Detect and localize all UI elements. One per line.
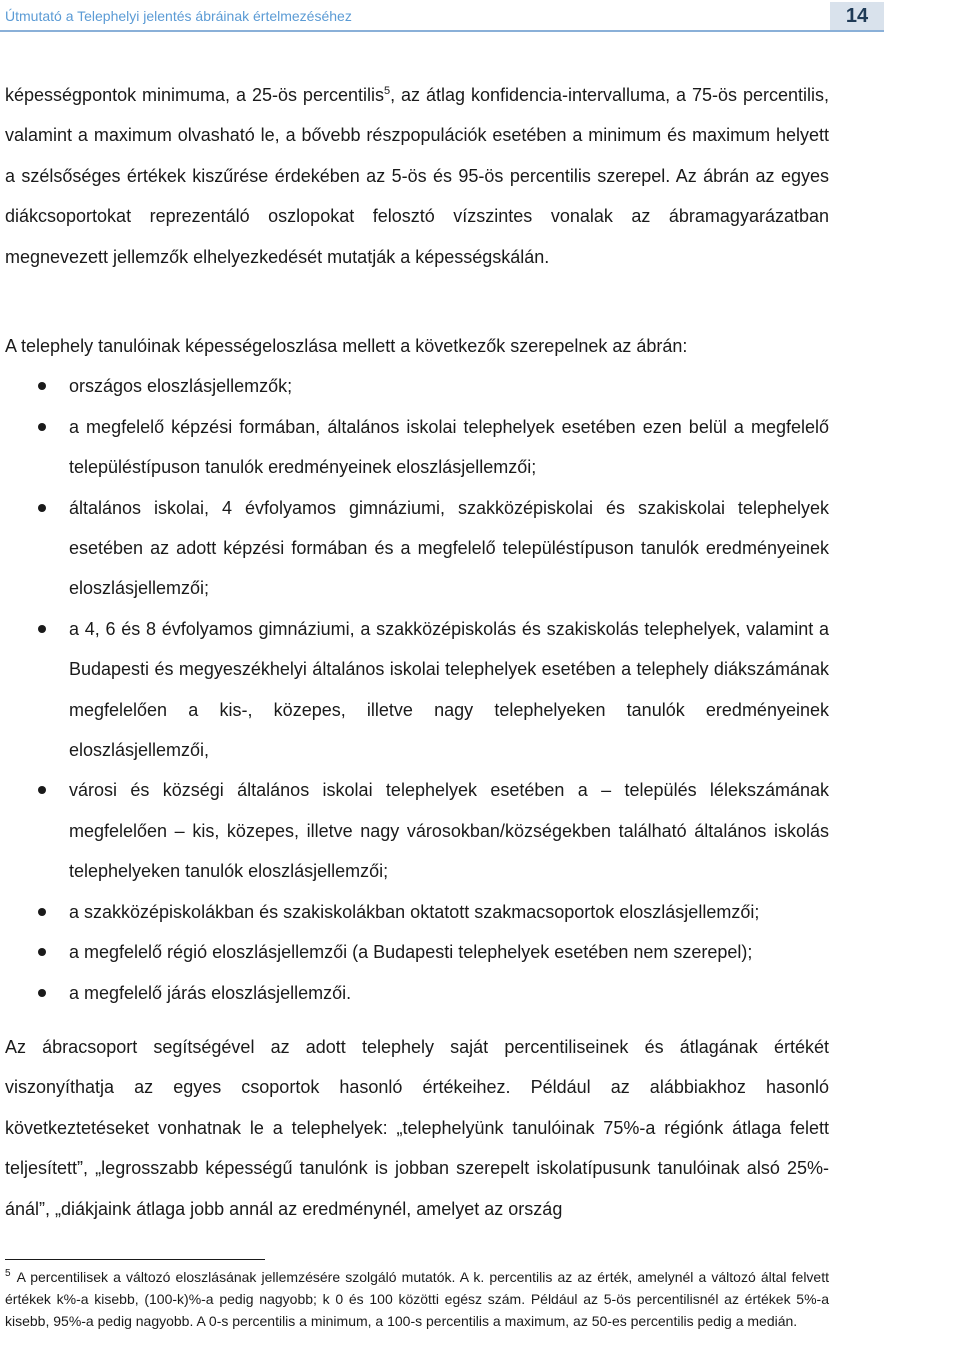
paragraph-chart-contents	[5, 326, 829, 1013]
list-item: a megfelelő régió eloszlásjellemzői (a Budapesti telephelyek esetében nem szerepel);	[5, 932, 829, 972]
list-item: a megfelelő járás eloszlásjellemzői.	[5, 973, 829, 1013]
footnote	[5, 1266, 829, 1332]
page-header	[0, 0, 960, 34]
page-number: 14	[830, 2, 884, 32]
list-item: általános iskolai, 4 évfolyamos gimnáziumi, szakközépiskolai és szakiskolai telephelyek esetében az adott képzési formában és a megfelelő településtípuson tanulók eredményeinek eloszlásjellemzői;	[5, 488, 829, 609]
paragraph-text: , az átlag konfidencia-intervalluma, a 75-ös percentilis, valamint a maximum olvasható le, a bővebb részpopulációk esetében a minimum és maximum helyett a szélsőséges értékek kiszűrése érdekében az 5-ös és 95-ös percentilis szerepel. Az ábrán az egyes diákcsoportokat reprezentáló oszlopokat felosztó vízszintes vonalak az ábramagyarázatban megnevezett jellemzők elhelyezkedését mutatják a képességskálán.	[5, 85, 829, 267]
footnote-reference[interactable]: 5	[383, 85, 391, 97]
bullet-icon	[38, 382, 46, 390]
footnote-text: A percentilisek a változó eloszlásának jellemzésére szolgáló mutatók. A k. percentilis az az érték, amelynél a változó által felvett értékek k%-a kisebb, (100-k)%-a pedig nagyobb; k 0 és 100 közötti egész szám. Például az 5-ös percentilisnél az értékek 5%-a kisebb, 95%-a pedig nagyobb. A 0-s percentilis a minimum, a 100-s percentilis a maximum, az 50-es percentilis pedig a medián.	[5, 1269, 829, 1329]
bullet-icon	[38, 908, 46, 916]
bullet-icon	[38, 786, 46, 794]
paragraph-percentiles	[5, 75, 829, 277]
bullet-list	[5, 366, 829, 1013]
document-title: Útmutató a Telephelyi jelentés ábráinak értelmezéséhez	[5, 8, 352, 24]
bullet-icon	[38, 423, 46, 431]
paragraph-comparison	[5, 1027, 829, 1229]
list-item: városi és községi általános iskolai telephelyek esetében a – település lélekszámának megfelelően – kis, közepes, illetve nagy városokban/községekben található általános iskolás telephelyeken tanulók eloszlásjellemzői;	[5, 770, 829, 891]
header-rule	[0, 30, 830, 32]
footnote-separator	[5, 1259, 265, 1260]
paragraph-text: képességpontok minimuma, a 25-ös percentilis	[5, 85, 384, 105]
bullet-icon	[38, 625, 46, 633]
list-item: a megfelelő képzési formában, általános iskolai telephelyek esetében ezen belül a megfelelő településtípuson tanulók eredményeinek eloszlásjellemzői;	[5, 407, 829, 488]
bullet-icon	[38, 504, 46, 512]
list-item: a szakközépiskolákban és szakiskolákban oktatott szakmacsoportok eloszlásjellemzői;	[5, 892, 829, 932]
list-item: a 4, 6 és 8 évfolyamos gimnáziumi, a szakközépiskolás és szakiskolás telephelyek, valamint a Budapesti és megyeszékhelyi általános iskolai telephelyek esetében a telephely diákszámának megfelelően a kis-, közepes, illetve nagy telephelyeken tanulók eredményeinek eloszlásjellemzői,	[5, 609, 829, 771]
intro-sentence: A telephely tanulóinak képességeloszlása mellett a következők szerepelnek az ábrán:	[5, 336, 688, 356]
footnote-number: 5	[5, 1268, 11, 1280]
list-item: országos eloszlásjellemzők;	[5, 366, 829, 406]
paragraph-text: Az ábracsoport segítségével az adott telephely saját percentiliseinek és átlagának értékét viszonyíthatja az egyes csoportok hasonló értékeihez. Például az alábbiakhoz hasonló következtetéseket vonhatnak le a telephelyek: „telephelyünk tanulóinak 75%-a régiónk átlaga felett teljesített”, „legrosszabb képességű tanulónk is jobban szerepelt iskolatípusunk tanulóinak alsó 25%-ánál”, „diákjaink átlaga jobb annál az eredménynél, amelyet az ország	[5, 1037, 829, 1219]
bullet-icon	[38, 948, 46, 956]
bullet-icon	[38, 989, 46, 997]
